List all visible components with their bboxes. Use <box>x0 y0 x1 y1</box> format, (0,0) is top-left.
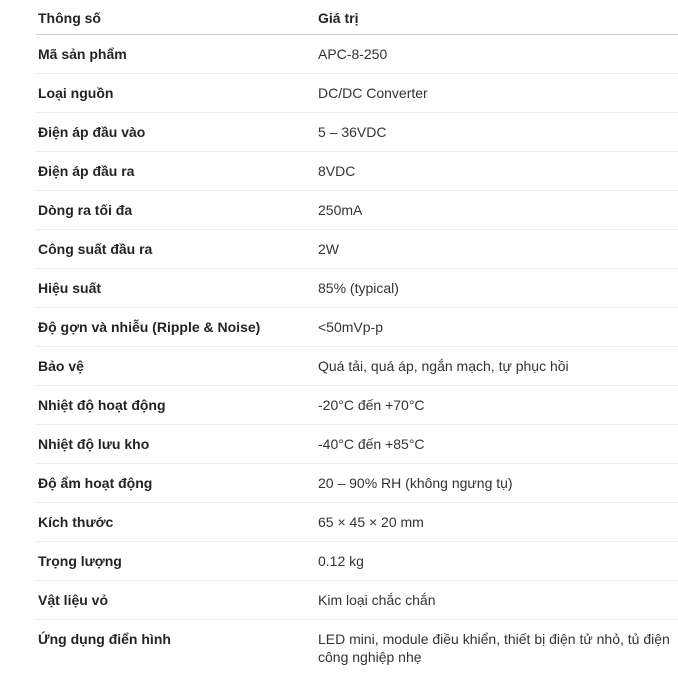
value-cell: 0.12 kg <box>318 553 364 569</box>
spec-table <box>36 0 678 676</box>
table-row <box>36 386 678 425</box>
param-cell: Điện áp đầu vào <box>38 124 146 140</box>
param-cell: Bảo vệ <box>38 358 84 374</box>
value-cell: Quá tải, quá áp, ngắn mạch, tự phục hồi <box>318 358 569 374</box>
param-cell: Mã sản phẩm <box>38 46 127 62</box>
table-row <box>36 620 678 676</box>
value-cell: APC-8-250 <box>318 46 388 62</box>
param-cell: Công suất đầu ra <box>38 241 153 257</box>
table-row <box>36 464 678 503</box>
param-cell: Dòng ra tối đa <box>38 202 133 218</box>
value-cell: -40°C đến +85°C <box>318 436 425 452</box>
table-row <box>36 503 678 542</box>
param-cell: Độ ẩm hoạt động <box>38 475 153 491</box>
table-row <box>36 191 678 230</box>
header-param: Thông số <box>38 10 101 26</box>
value-cell: 8VDC <box>318 163 356 179</box>
spec-table-body <box>36 35 678 676</box>
table-row <box>36 113 678 152</box>
value-cell: 5 – 36VDC <box>318 124 387 140</box>
param-cell: Độ gợn và nhiễu (Ripple & Noise) <box>38 319 261 335</box>
param-cell: Nhiệt độ lưu kho <box>38 436 150 452</box>
param-cell: Vật liệu vỏ <box>38 592 109 608</box>
param-cell: Trọng lượng <box>38 553 122 569</box>
table-header-row <box>36 0 678 35</box>
table-row <box>36 542 678 581</box>
param-cell: Loại nguồn <box>38 85 114 101</box>
value-cell: Kim loại chắc chắn <box>318 592 436 608</box>
table-row <box>36 308 678 347</box>
param-cell: Ứng dụng điển hình <box>38 631 171 647</box>
value-cell: 85% (typical) <box>318 280 399 296</box>
param-cell: Hiệu suất <box>38 280 102 296</box>
table-row <box>36 35 678 74</box>
value-cell: LED mini, module điều khiển, thiết bị điện tử nhỏ, tủ điện công nghiệp nhẹ <box>318 631 670 665</box>
table-row <box>36 74 678 113</box>
table-row <box>36 152 678 191</box>
param-cell: Điện áp đầu ra <box>38 163 135 179</box>
param-cell: Nhiệt độ hoạt động <box>38 397 166 413</box>
value-cell: 65 × 45 × 20 mm <box>318 514 424 530</box>
table-row <box>36 230 678 269</box>
value-cell: 250mA <box>318 202 363 218</box>
param-cell: Kích thước <box>38 514 114 530</box>
value-cell: 2W <box>318 241 339 257</box>
header-value: Giá trị <box>318 10 359 26</box>
value-cell: -20°C đến +70°C <box>318 397 425 413</box>
table-row <box>36 425 678 464</box>
value-cell: 20 – 90% RH (không ngưng tụ) <box>318 475 513 491</box>
value-cell: DC/DC Converter <box>318 85 428 101</box>
table-row <box>36 347 678 386</box>
table-row <box>36 269 678 308</box>
value-cell: <50mVp-p <box>318 319 383 335</box>
table-row <box>36 581 678 620</box>
